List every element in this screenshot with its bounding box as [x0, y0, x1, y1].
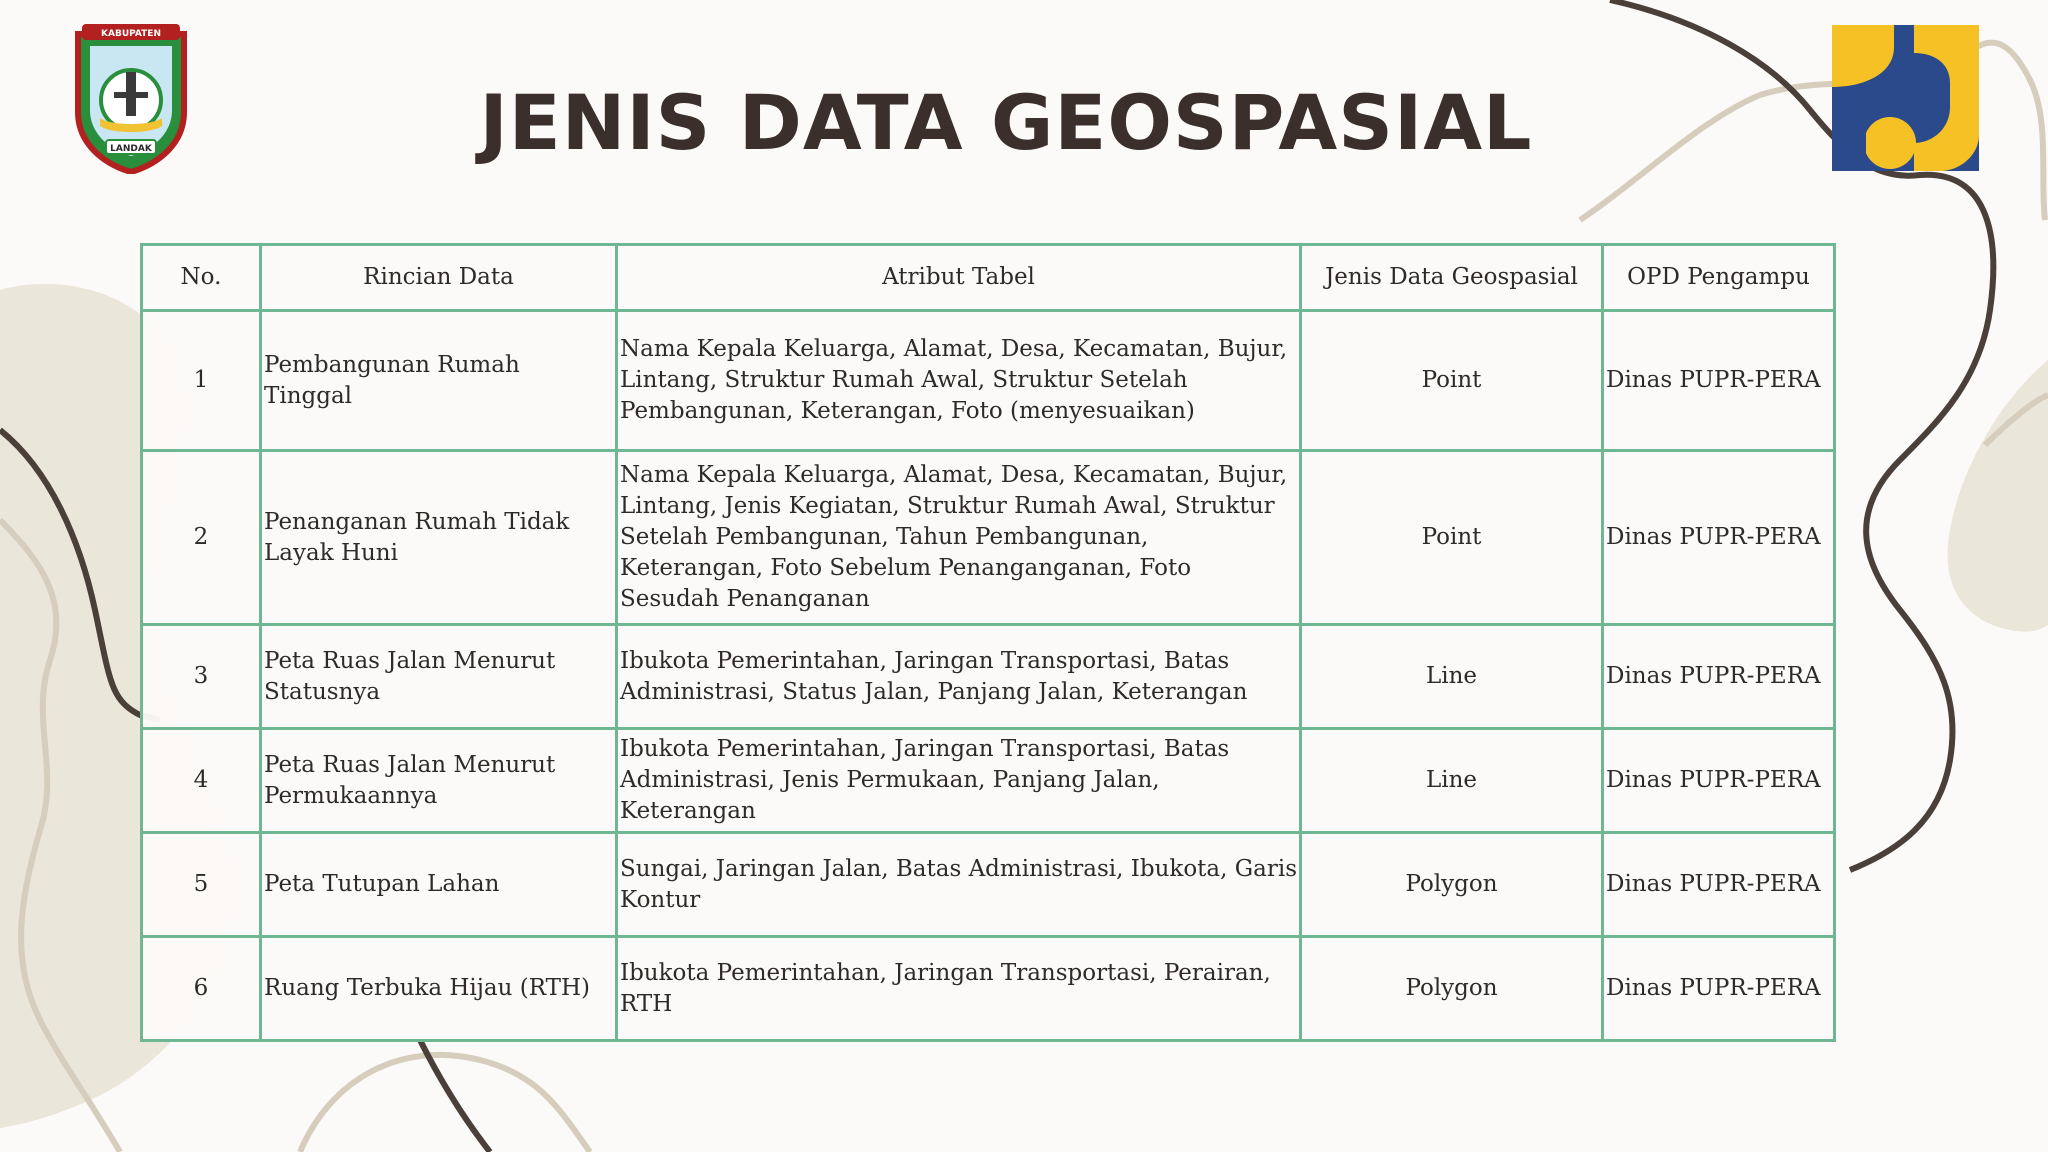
table-row [142, 833, 1835, 937]
row-atribut: Ibukota Pemerintahan, Jaringan Transportasi, Batas Administrasi, Status Jalan, Panjang Jalan, Keterangan [617, 625, 1301, 729]
row-no: 4 [142, 729, 261, 833]
row-atribut: Ibukota Pemerintahan, Jaringan Transportasi, Perairan, RTH [617, 937, 1301, 1041]
row-rincian: Penanganan Rumah Tidak Layak Huni [261, 451, 617, 625]
row-atribut: Nama Kepala Keluarga, Alamat, Desa, Kecamatan, Bujur, Lintang, Struktur Rumah Awal, Struktur Setelah Pembangunan, Keterangan, Foto (menyesuaikan) [617, 311, 1301, 451]
row-no: 5 [142, 833, 261, 937]
row-jenis: Point [1301, 311, 1603, 451]
table-row [142, 625, 1835, 729]
header-rincian-data: Rincian Data [261, 245, 617, 311]
row-jenis: Line [1301, 625, 1603, 729]
header-jenis-data: Jenis Data Geospasial [1301, 245, 1603, 311]
table-header-row [142, 245, 1835, 311]
table-row [142, 451, 1835, 625]
row-jenis: Line [1301, 729, 1603, 833]
row-jenis: Polygon [1301, 833, 1603, 937]
row-opd: Dinas PUPR-PERA [1603, 625, 1835, 729]
row-no: 2 [142, 451, 261, 625]
header-atribut-tabel: Atribut Tabel [617, 245, 1301, 311]
row-rincian: Peta Tutupan Lahan [261, 833, 617, 937]
row-opd: Dinas PUPR-PERA [1603, 937, 1835, 1041]
row-opd: Dinas PUPR-PERA [1603, 729, 1835, 833]
header-no: No. [142, 245, 261, 311]
page-title: JENIS DATA GEOSPASIAL [479, 78, 1533, 167]
row-opd: Dinas PUPR-PERA [1603, 833, 1835, 937]
header-opd-pengampu: OPD Pengampu [1603, 245, 1835, 311]
row-no: 6 [142, 937, 261, 1041]
row-atribut: Sungai, Jaringan Jalan, Batas Administrasi, Ibukota, Garis Kontur [617, 833, 1301, 937]
row-atribut: Ibukota Pemerintahan, Jaringan Transportasi, Batas Administrasi, Jenis Permukaan, Panjang Jalan, Keterangan [617, 729, 1301, 833]
row-rincian: Peta Ruas Jalan Menurut Statusnya [261, 625, 617, 729]
row-opd: Dinas PUPR-PERA [1603, 451, 1835, 625]
table-row [142, 937, 1835, 1041]
row-rincian: Peta Ruas Jalan Menurut Permukaannya [261, 729, 617, 833]
table-row [142, 311, 1835, 451]
row-rincian: Ruang Terbuka Hijau (RTH) [261, 937, 617, 1041]
row-no: 3 [142, 625, 261, 729]
row-jenis: Polygon [1301, 937, 1603, 1041]
row-opd: Dinas PUPR-PERA [1603, 311, 1835, 451]
row-no: 1 [142, 311, 261, 451]
geospatial-data-table [140, 243, 1836, 1042]
table-row [142, 729, 1835, 833]
row-rincian: Pembangunan Rumah Tinggal [261, 311, 617, 451]
emblem-top-text: KABUPATEN [101, 29, 161, 39]
row-atribut: Nama Kepala Keluarga, Alamat, Desa, Kecamatan, Bujur, Lintang, Jenis Kegiatan, Struktur Rumah Awal, Struktur Setelah Pembangunan, Tahun Pembangunan, Keterangan, Foto Sebelum Penanganganan, Foto Sesudah Penanganan [617, 451, 1301, 625]
bottom-thin-curve [300, 1055, 590, 1152]
row-jenis: Point [1301, 451, 1603, 625]
emblem-bottom-text: LANDAK [110, 144, 152, 154]
